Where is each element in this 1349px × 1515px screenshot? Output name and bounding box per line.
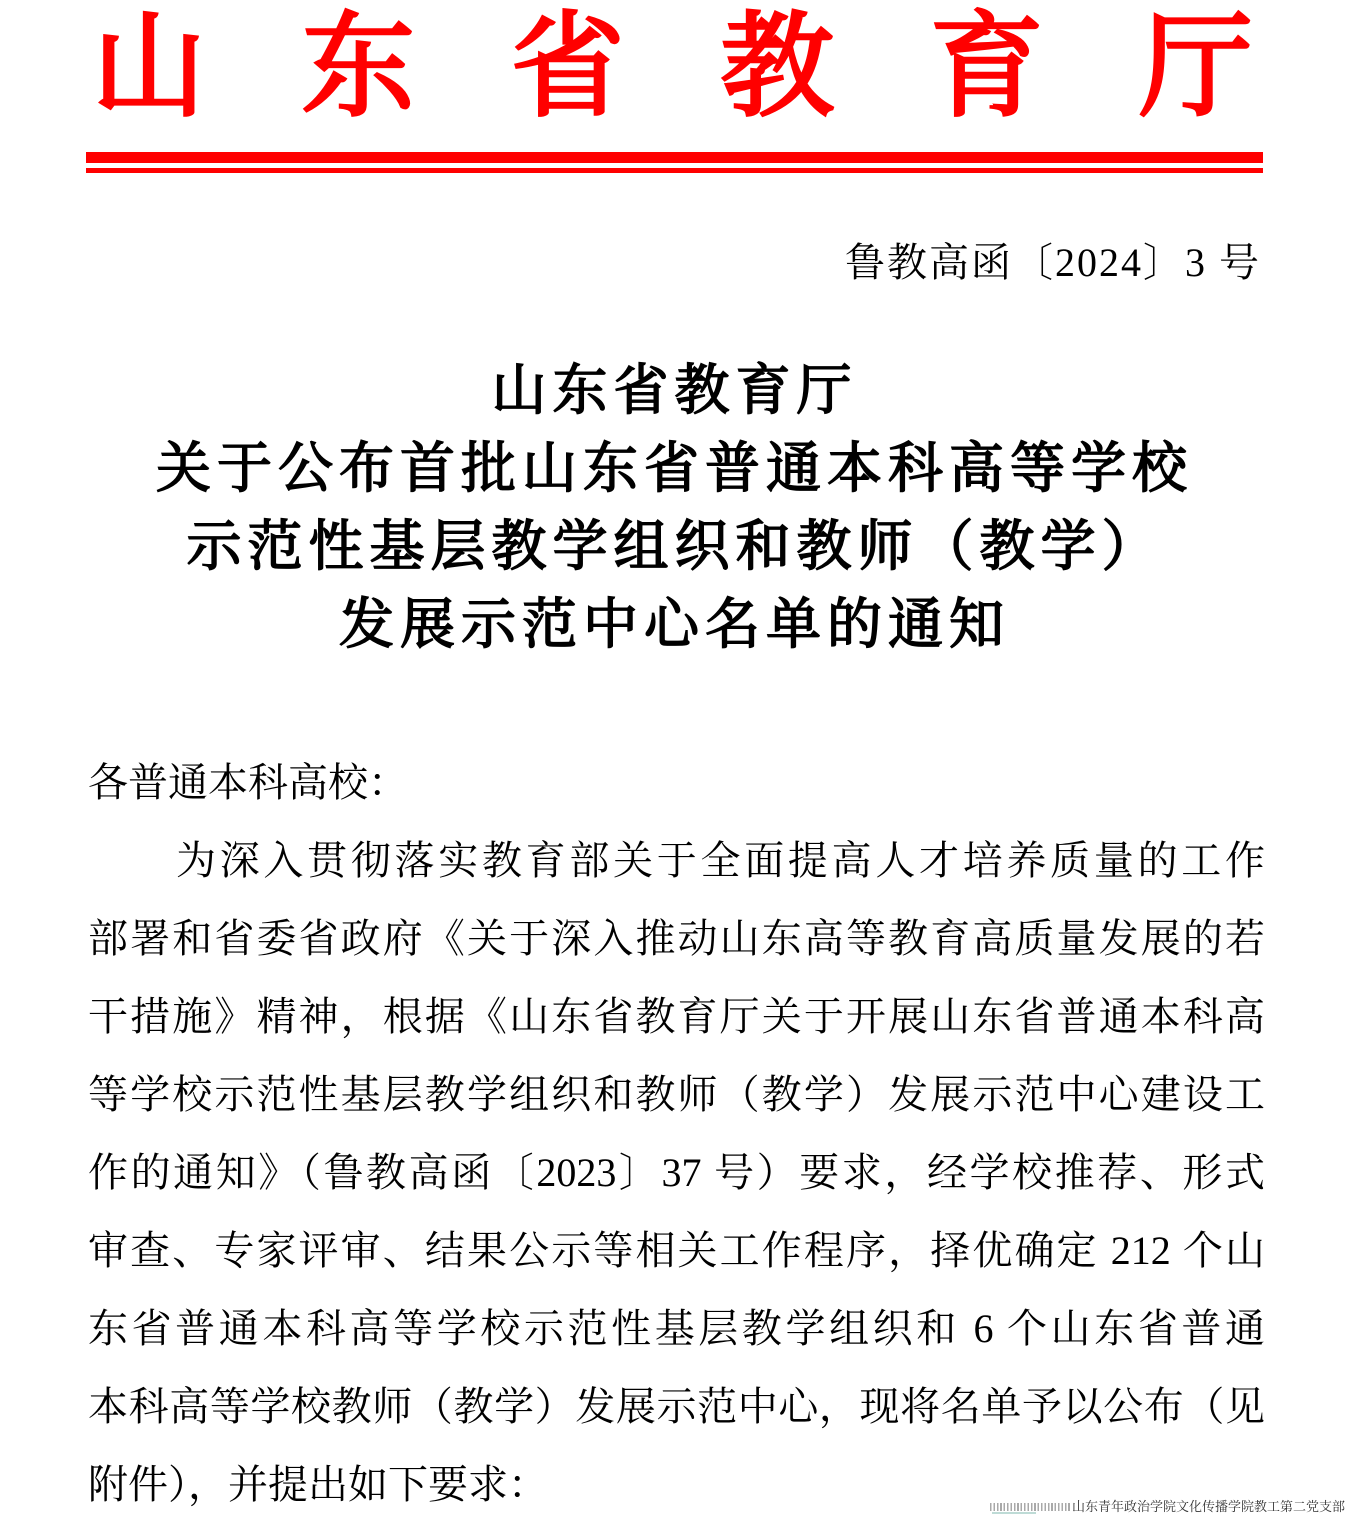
watermark: [990, 1499, 1345, 1514]
agency-name: 山东省教育厅: [92, 4, 1253, 131]
doc-title-line: 示范性基层教学组织和教师（教学）: [186, 516, 1163, 577]
paragraph-line: 为深入贯彻落实教育部关于全面提高人才培养质量的工作: [176, 838, 1265, 883]
body-paragraph: [88, 822, 1265, 1515]
paragraph-line: 东省普通本科高等学校示范性基层教学组织和 6 个山东省普通: [88, 1306, 1265, 1351]
doc-title-line: 关于公布首批山东省普通本科高等学校: [155, 438, 1193, 499]
paragraph-line: 等学校示范性基层教学组织和教师（教学）发展示范中心建设工: [88, 1072, 1265, 1117]
paragraph-line: 附件），并提出如下要求：: [88, 1462, 548, 1507]
red-rule-thin: [86, 168, 1263, 173]
paragraph-line: 部署和省委省政府《关于深入推动山东高等教育高质量发展的若: [88, 916, 1265, 961]
body-text: [88, 744, 1265, 1515]
paragraph-line: 作的通知》（鲁教高函〔2023〕37 号）要求，经学校推荐、形式: [88, 1150, 1265, 1195]
watermark-logo-icon: [990, 1503, 1070, 1511]
doc-title: [70, 352, 1279, 664]
paragraph-line: 干措施》精神，根据《山东省教育厅关于开展山东省普通本科高: [88, 994, 1265, 1039]
paragraph-line: 审查、专家评审、结果公示等相关工作程序，择优确定 212 个山: [88, 1228, 1265, 1273]
salutation: 各普通本科高校：: [88, 760, 408, 805]
doc-number: 鲁教高函〔2024〕3 号: [845, 240, 1261, 285]
red-rule-thick: [86, 152, 1263, 163]
watermark-text: 山东青年政治学院文化传播学院教工第二党支部: [1071, 1499, 1345, 1514]
paragraph-line: 本科高等学校教师（教学）发展示范中心，现将名单予以公布（见: [88, 1384, 1265, 1429]
doc-title-line: 山东省教育厅: [491, 360, 858, 421]
doc-title-line: 发展示范中心名单的通知: [338, 594, 1010, 655]
